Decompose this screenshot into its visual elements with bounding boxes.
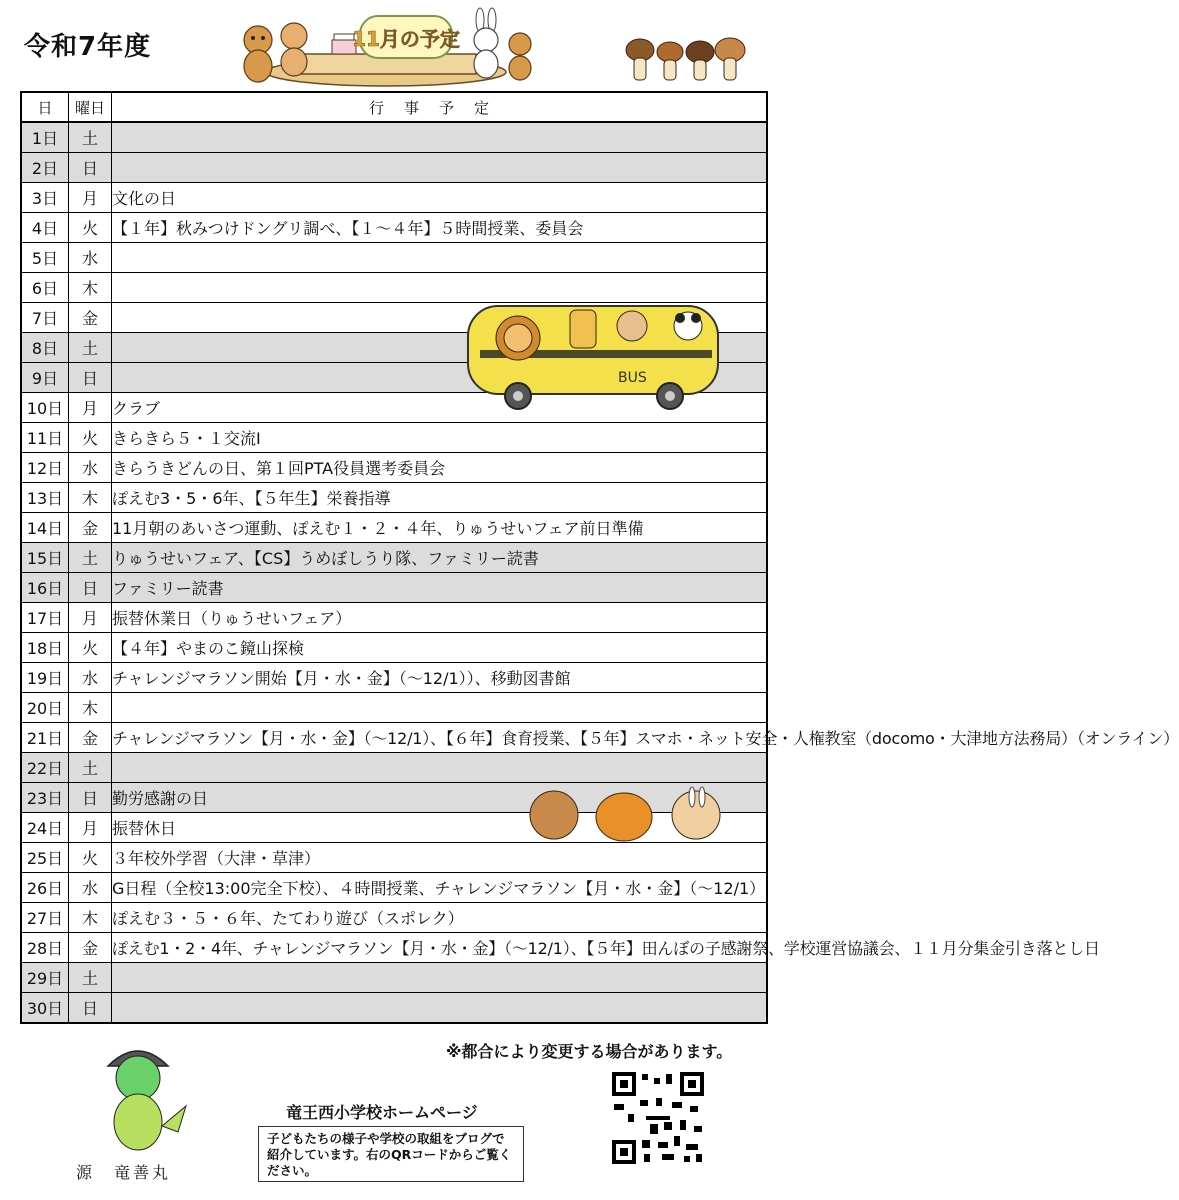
apple-house-icon — [672, 787, 720, 839]
day-cell: 9日 — [21, 363, 69, 393]
table-header-row — [21, 92, 767, 122]
mushroom-icon — [657, 42, 683, 80]
event-cell: ファミリー読書 — [112, 573, 768, 603]
event-cell: 【４年】やまのこ鏡山探検 — [112, 633, 768, 663]
weekday-cell: 月 — [69, 393, 112, 423]
banner-title: 11月の予定 — [352, 27, 460, 51]
header-events: 行事予定 — [112, 92, 768, 122]
weekday-cell: 水 — [69, 873, 112, 903]
table-row — [21, 663, 767, 693]
table-row — [21, 903, 767, 933]
day-cell: 26日 — [21, 873, 69, 903]
event-cell — [112, 122, 768, 153]
event-cell: きらきら５・１交流Ⅰ — [112, 423, 768, 453]
table-row — [21, 122, 767, 153]
table-row — [21, 843, 767, 873]
weekday-cell: 木 — [69, 693, 112, 723]
day-cell: 25日 — [21, 843, 69, 873]
table-row — [21, 483, 767, 513]
weekday-cell: 木 — [69, 483, 112, 513]
table-row — [21, 543, 767, 573]
day-cell: 15日 — [21, 543, 69, 573]
autumn-animals-illustration — [520, 775, 734, 845]
weekday-cell: 金 — [69, 303, 112, 333]
day-cell: 18日 — [21, 633, 69, 663]
weekday-cell: 土 — [69, 753, 112, 783]
weekday-cell: 日 — [69, 993, 112, 1024]
homepage-description: 子どもたちの様子や学校の取組をブログで紹介しています。右のQRコードからご覧ください。 — [258, 1126, 524, 1182]
weekday-cell: 土 — [69, 333, 112, 363]
event-cell: ぽえむ３・５・６年、たてわり遊び（スポレク） — [112, 903, 768, 933]
day-cell: 6日 — [21, 273, 69, 303]
event-cell: 振替休業日（りゅうせいフェア） — [112, 603, 768, 633]
table-row — [21, 963, 767, 993]
event-cell: クラブ — [112, 393, 768, 423]
day-cell: 28日 — [21, 933, 69, 963]
table-row — [21, 183, 767, 213]
day-cell: 29日 — [21, 963, 69, 993]
event-cell: きらうきどんの日、第１回PTA役員選考委員会 — [112, 453, 768, 483]
header-weekday: 曜日 — [69, 92, 112, 122]
mushroom-icon — [715, 38, 745, 80]
day-cell: 8日 — [21, 333, 69, 363]
weekday-cell: 金 — [69, 513, 112, 543]
table-row — [21, 573, 767, 603]
pumpkin-house-icon — [596, 793, 652, 841]
table-row — [21, 603, 767, 633]
mushrooms-illustration — [624, 30, 748, 85]
day-cell: 5日 — [21, 243, 69, 273]
table-row — [21, 993, 767, 1024]
year-label: 令和7年度 — [24, 32, 152, 62]
squirrel-icon — [244, 26, 272, 82]
event-cell: チャレンジマラソン開始【月・水・金】（～12/1））、移動図書館 — [112, 663, 768, 693]
weekday-cell: 木 — [69, 273, 112, 303]
weekday-cell: 火 — [69, 423, 112, 453]
rabbit-icon — [474, 8, 498, 78]
event-cell: チャレンジマラソン【月・水・金】（～12/1）、【６年】食育授業、【５年】スマホ・ネット安全・人権教室（docomo・大津地方法務局）（オンライン） — [112, 723, 768, 753]
weekday-cell: 水 — [69, 243, 112, 273]
day-cell: 23日 — [21, 783, 69, 813]
event-cell — [112, 153, 768, 183]
day-cell: 27日 — [21, 903, 69, 933]
table-row — [21, 243, 767, 273]
day-cell: 14日 — [21, 513, 69, 543]
event-cell — [112, 993, 768, 1024]
schedule-table — [20, 91, 1179, 1024]
weekday-cell: 月 — [69, 183, 112, 213]
table-row — [21, 213, 767, 243]
change-notice: ※都合により変更する場合があります。 — [446, 1042, 733, 1061]
header-day: 日 — [21, 92, 69, 122]
day-cell: 16日 — [21, 573, 69, 603]
event-cell — [112, 963, 768, 993]
event-cell: 勤労感謝の日 — [112, 783, 768, 813]
day-cell: 1日 — [21, 122, 69, 153]
table-row — [21, 933, 767, 963]
homepage-title: 竜王西小学校ホームページ — [286, 1103, 478, 1122]
day-cell: 24日 — [21, 813, 69, 843]
bear-icon — [281, 23, 307, 76]
mascot-illustration — [78, 1036, 198, 1156]
weekday-cell: 金 — [69, 723, 112, 753]
weekday-cell: 日 — [69, 573, 112, 603]
weekday-cell: 月 — [69, 813, 112, 843]
day-cell: 13日 — [21, 483, 69, 513]
qr-code-icon[interactable] — [610, 1070, 706, 1166]
weekday-cell: 火 — [69, 843, 112, 873]
chestnut-house-icon — [530, 791, 578, 839]
table-row — [21, 153, 767, 183]
panda-icon — [674, 312, 702, 340]
bear-passenger-icon — [617, 311, 647, 341]
giraffe-icon — [570, 310, 596, 348]
day-cell: 2日 — [21, 153, 69, 183]
event-cell: ぽえむ3・5・6年、【５年生】栄養指導 — [112, 483, 768, 513]
wheel-icon — [505, 383, 531, 409]
weekday-cell: 土 — [69, 122, 112, 153]
day-cell: 30日 — [21, 993, 69, 1024]
weekday-cell: 日 — [69, 363, 112, 393]
day-cell: 10日 — [21, 393, 69, 423]
event-cell: ぽえむ1・2・4年、チャレンジマラソン【月・水・金】（～12/1）、【５年】田んぼの子感謝祭、学校運営協議会、１１月分集金引き落とし日 — [112, 933, 768, 963]
event-cell: りゅうせいフェア、【CS】うめぼしうり隊、ファミリー読書 — [112, 543, 768, 573]
day-cell: 12日 — [21, 453, 69, 483]
weekday-cell: 月 — [69, 603, 112, 633]
table-row — [21, 693, 767, 723]
day-cell: 7日 — [21, 303, 69, 333]
weekday-cell: 水 — [69, 453, 112, 483]
banner-illustration — [236, 10, 536, 88]
table-row — [21, 633, 767, 663]
bus-illustration — [460, 290, 728, 420]
table-row — [21, 513, 767, 543]
day-cell: 19日 — [21, 663, 69, 693]
schedule-body — [21, 122, 1179, 1023]
weekday-cell: 木 — [69, 903, 112, 933]
squirrel-right-icon — [509, 33, 531, 80]
weekday-cell: 火 — [69, 213, 112, 243]
event-cell: 【１年】秋みつけドングリ調べ、【１～４年】５時間授業、委員会 — [112, 213, 768, 243]
lion-icon — [496, 316, 540, 360]
day-cell: 11日 — [21, 423, 69, 453]
day-cell: 22日 — [21, 753, 69, 783]
table-row — [21, 423, 767, 453]
mushroom-icon — [686, 41, 714, 80]
day-cell: 21日 — [21, 723, 69, 753]
weekday-cell: 土 — [69, 543, 112, 573]
day-cell: 4日 — [21, 213, 69, 243]
weekday-cell: 日 — [69, 783, 112, 813]
bus-label: BUS — [618, 370, 647, 386]
table-row — [21, 723, 767, 753]
mascot-name: 源 竜善丸 — [76, 1163, 172, 1182]
event-cell: 振替休日 — [112, 813, 768, 843]
wheel-icon — [657, 383, 683, 409]
table-row — [21, 873, 767, 903]
weekday-cell: 金 — [69, 933, 112, 963]
event-cell: G日程（全校13:00完全下校）、４時間授業、チャレンジマラソン【月・水・金】（～12/1） — [112, 873, 768, 903]
event-cell: 文化の日 — [112, 183, 768, 213]
event-cell — [112, 243, 768, 273]
weekday-cell: 土 — [69, 963, 112, 993]
event-cell: ３年校外学習（大津・草津） — [112, 843, 768, 873]
table-row — [21, 453, 767, 483]
mushroom-icon — [626, 39, 654, 80]
day-cell: 20日 — [21, 693, 69, 723]
day-cell: 3日 — [21, 183, 69, 213]
day-cell: 17日 — [21, 603, 69, 633]
weekday-cell: 火 — [69, 633, 112, 663]
weekday-cell: 水 — [69, 663, 112, 693]
event-cell — [112, 693, 768, 723]
weekday-cell: 日 — [69, 153, 112, 183]
event-cell: 11月朝のあいさつ運動、ぽえむ１・２・４年、りゅうせいフェア前日準備 — [112, 513, 768, 543]
